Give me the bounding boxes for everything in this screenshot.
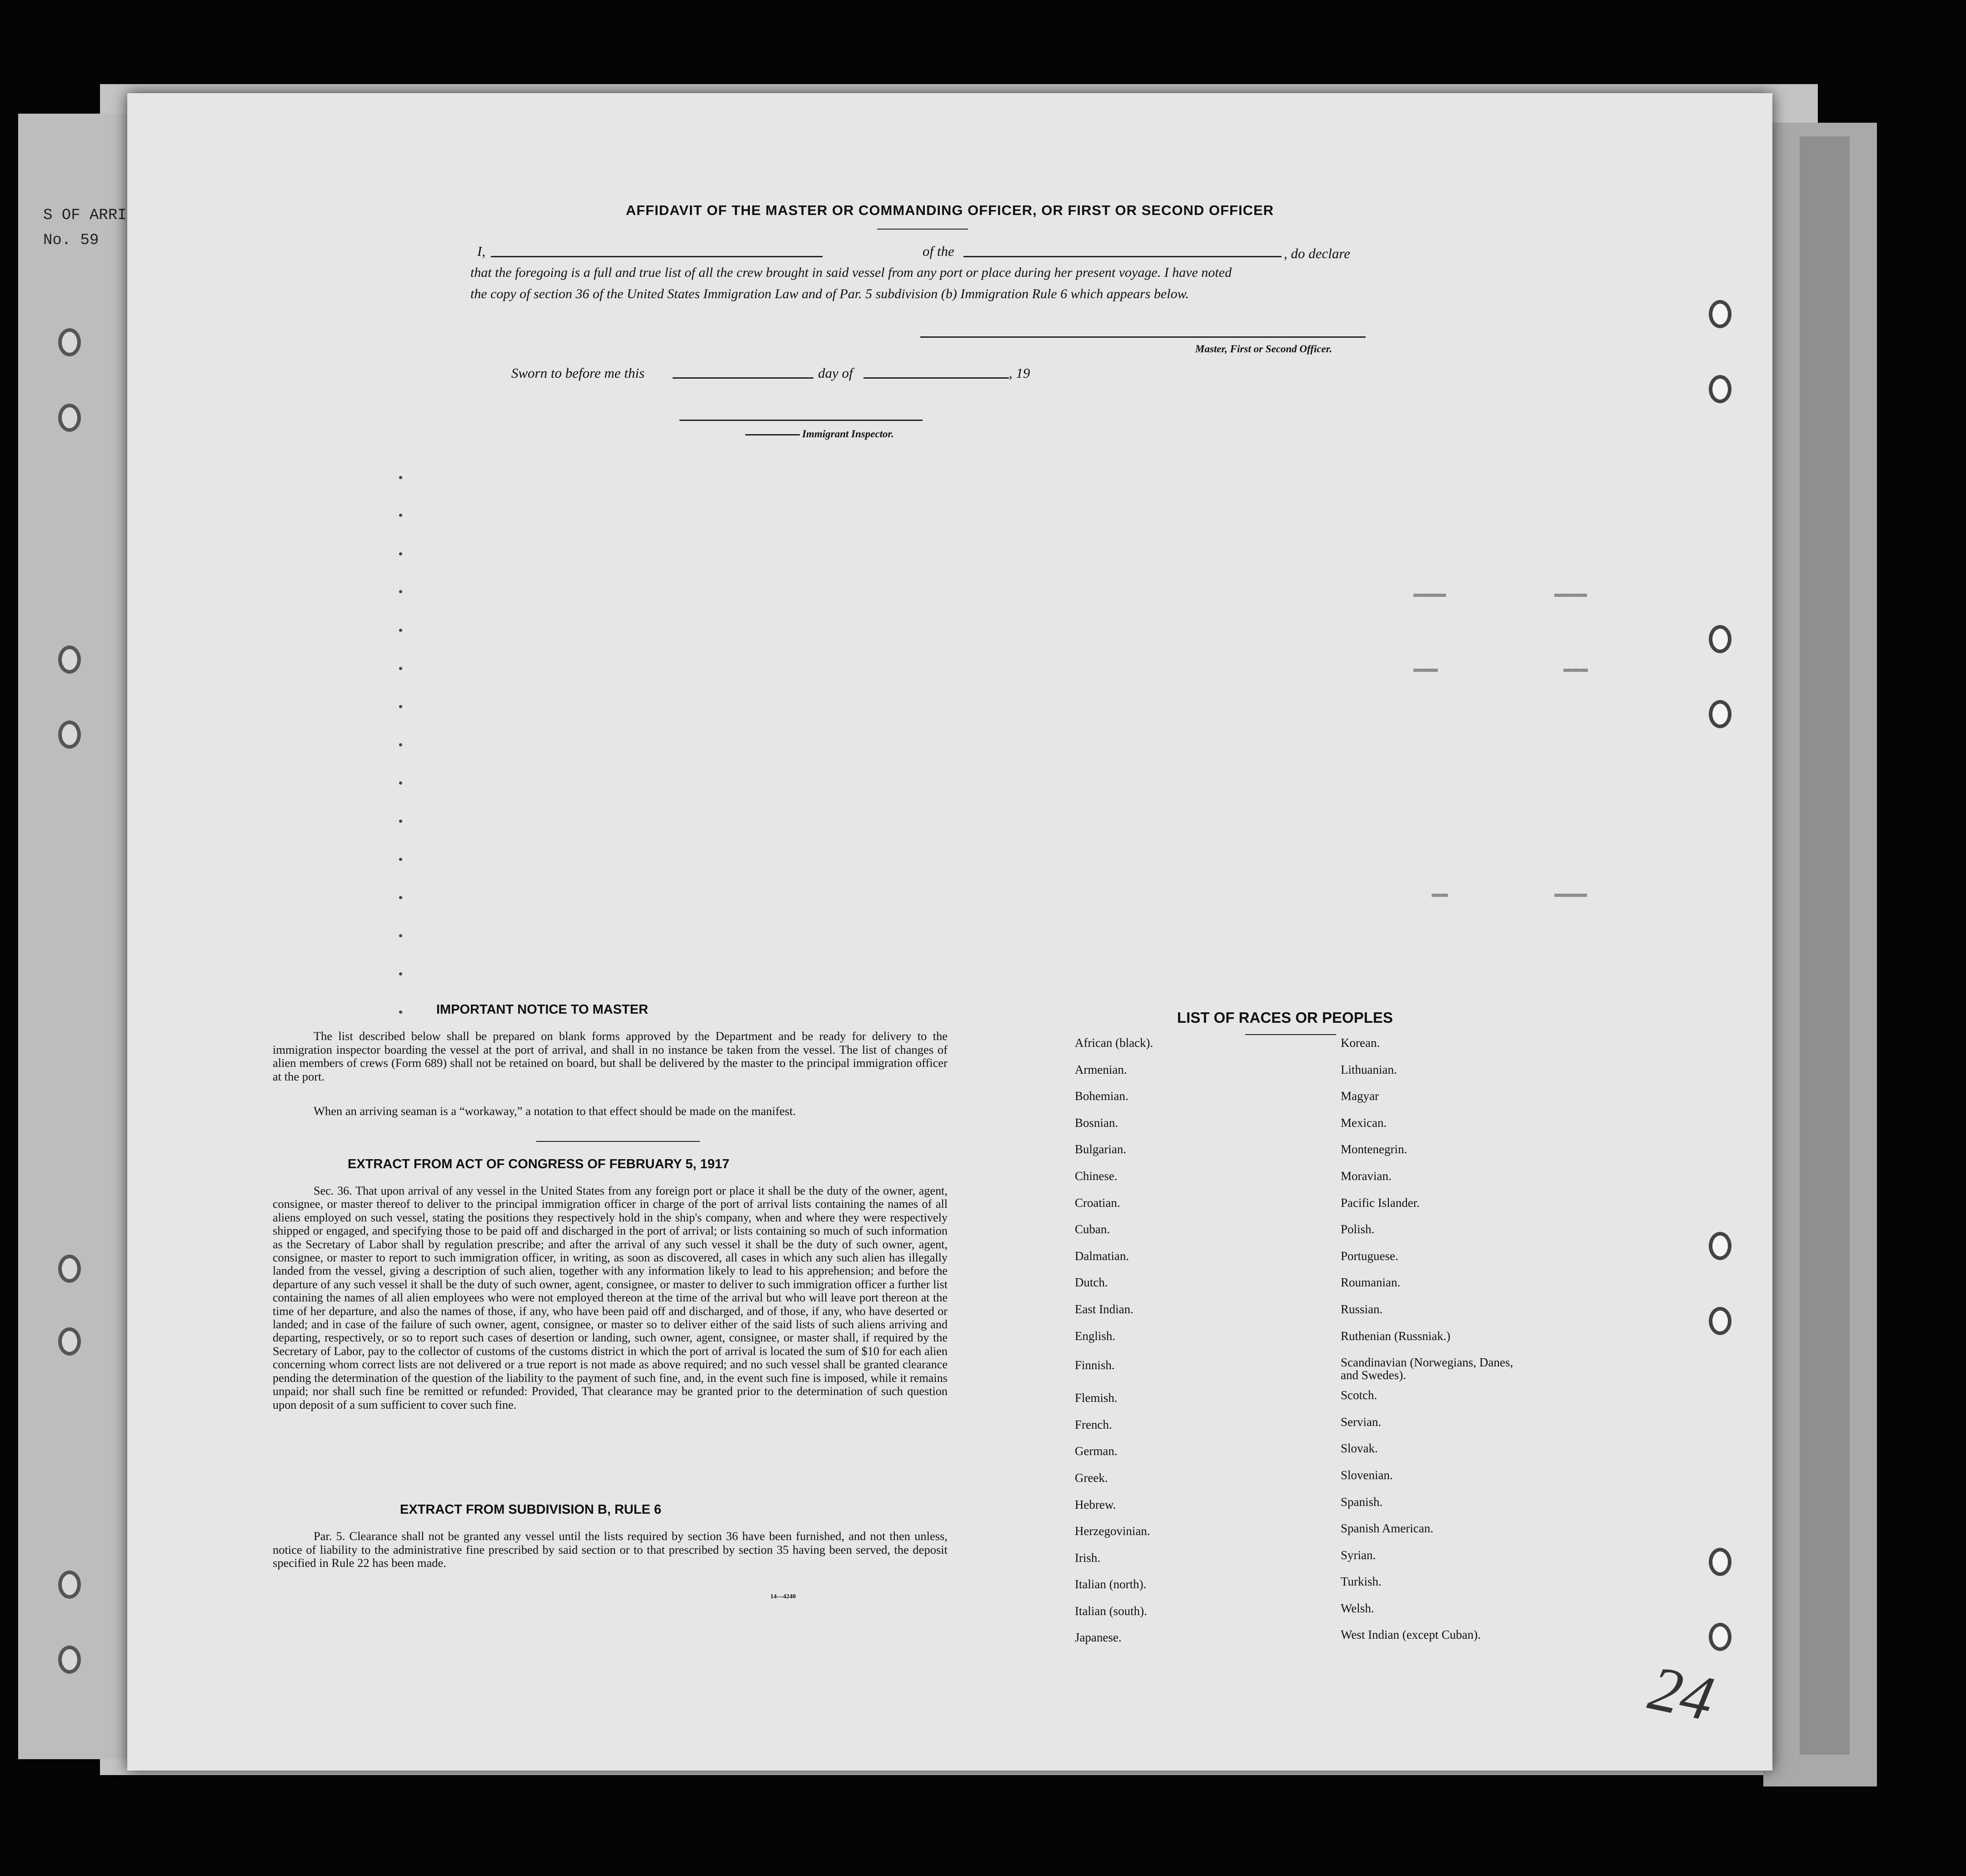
race-item: Flemish. [1075,1391,1118,1405]
race-item: English. [1075,1329,1116,1343]
binder-hole [1709,1623,1731,1651]
race-item: Montenegrin. [1341,1142,1407,1156]
handwritten-page-number: 24 [1643,1652,1720,1735]
binder-hole [1709,700,1731,728]
race-item: Ruthenian (Russniak.) [1341,1329,1451,1343]
races-divider [1245,1034,1336,1035]
race-item: East Indian. [1075,1302,1133,1316]
race-item: Italian (north). [1075,1577,1147,1591]
race-item: French. [1075,1417,1112,1431]
race-item: Hebrew. [1075,1497,1116,1511]
race-item: Japanese. [1075,1631,1122,1645]
binder-hole [1709,375,1731,403]
race-item: West Indian (except Cuban). [1341,1628,1481,1642]
binder-hole [1709,1232,1731,1260]
row-dot [399,858,402,861]
row-dot [399,514,402,517]
races-title: LIST OF RACES OR PEOPLES [1177,1009,1393,1026]
day-of-label: day of [818,365,853,381]
race-item: Moravian. [1341,1169,1392,1183]
race-item: Herzegovinian. [1075,1524,1150,1538]
year-label: , 19 [1009,365,1030,381]
section-36-paragraph [273,1184,948,1411]
races-right-column [1341,1036,1532,1655]
race-item: Slovenian. [1341,1468,1393,1482]
bleed-through-mark: ▬▬▬▬ [1554,886,1587,902]
row-dot [399,629,402,632]
row-dot [399,820,402,823]
race-item: Scandinavian (Norwegians, Danes, and Swedes). [1341,1356,1513,1382]
binder-hole [1709,1548,1731,1576]
race-item: Roumanian. [1341,1276,1401,1290]
row-dot [399,896,402,899]
rule-6-text: Par. 5. Clearance shall not be granted any vessel until the lists required by section 36 have been furnished, and not then unless, notice of liability to the administrative fine prescribed by said section or to that prescribed by section 35 having been served, the deposit specified in Rule 22 has been made. [273,1529,948,1570]
do-declare-label: , do declare [1284,245,1351,261]
row-dot [399,972,402,976]
row-dot [399,1011,402,1014]
row-dot [399,476,402,479]
races-left-column [1075,1036,1153,1658]
race-item: Slovak. [1341,1441,1378,1456]
title-divider [877,229,968,230]
row-dot [399,705,402,708]
race-item: Greek. [1075,1471,1108,1485]
race-item: Mexican. [1341,1116,1387,1130]
race-item: Bosnian. [1075,1116,1118,1130]
binder-hole [58,404,81,432]
binder-hole [1709,300,1731,328]
section-36-text: Sec. 36. That upon arrival of any vessel in the United States from any foreign port or place it shall be the duty of the owner, agent, consignee, or master thereof to deliver to the principal immigration officer in charge of the port of arrival lists containing the names of all aliens employed on such vessel, stating the positions they respectively hold in the ship's company, when and where they were respectively shipped or engaged, and specifying those to be paid off and discharged in the port of arrival; or lists containing so much of such information as the Secretary of Labor shall by regulation prescribe; and after the arrival of any such vessel it shall be the duty of such owner, agent, consignee, or master to report to such immigration officer, in writing, as soon as discovered, all cases in which any such alien has illegally landed from the vessel, giving a description of such alien, together with any information likely to lead to his apprehension; and before the departure of any such vessel it shall be the duty of such owner, agent, consignee, or master to deliver to such immigration officer a further list containing the names of all alien employees who were not employed thereon at the time of the arrival but who will leave port thereon at the time of her departure, and also the names of those, if any, who have been paid off and discharged, and of those, if any, who have deserted or landed; and in case of the failure of such owner, agent, consignee, or master so to deliver either of the said lists of such aliens arriving and departing, respectively, or so to report such cases of desertion or landing, such owner, agent, consignee, or master shall, if required by the Secretary of Labor, pay to the collector of customs of the customs district in which the port of arrival is located the sum of $10 for each alien concerning whom correct lists are not delivered or a true report is not made as above required; and no such vessel shall be granted clearance pending the determination of the question of the liability to the payment of such fine, and, in the event such fine is imposed, while it remains unpaid; nor shall such fine be remitted or refunded: Provided, That clearance may be granted prior to the determination of such question upon deposit of a sum sufficient to cover such fine. [273,1184,948,1411]
race-item: German. [1075,1444,1118,1458]
race-item: Portuguese. [1341,1249,1398,1263]
inspector-signature-line [679,420,923,421]
of-the-label: of the [923,243,954,259]
notice-paragraph-1 [273,1030,948,1083]
binder-hole [1709,625,1731,653]
binder-hole [58,1327,81,1356]
notice-paragraph-2 [273,1105,948,1118]
binder-hole [1709,1307,1731,1335]
race-item: Bohemian. [1075,1089,1128,1103]
race-item: African (black). [1075,1036,1153,1050]
binder-hole [58,1571,81,1599]
bleed-through-mark: ▬▬▬▬ [1554,586,1587,602]
form-code: 14—4240 [770,1593,796,1600]
affidavit-line-2: that the foregoing is a full and true list of all the crew brought in said vessel from any port or place during her present voyage. I have noted [470,265,1232,280]
signature-line [920,336,1366,338]
bleed-through-mark: ▬▬▬ [1413,661,1438,677]
section-divider [536,1141,700,1142]
affidavit-title: AFFIDAVIT OF THE MASTER OR COMMANDING OFFICER, OR FIRST OR SECOND OFFICER [625,202,1274,218]
rule-6-paragraph [273,1530,948,1570]
race-item: Cuban. [1075,1222,1110,1236]
binder-hole [58,1646,81,1674]
race-item: Armenian. [1075,1062,1127,1076]
day-blank-line [673,377,813,379]
edge-strip-text-1: S OF ARRI [43,207,127,224]
race-item: Korean. [1341,1036,1380,1050]
row-dot [399,743,402,746]
race-item: Russian. [1341,1302,1383,1316]
signature-caption: Master, First or Second Officer. [1195,343,1332,355]
race-item: Bulgarian. [1075,1142,1127,1156]
row-dot [399,590,402,593]
notice-paragraph-1-text: The list described below shall be prepared on blank forms approved by the Department and be ready for delivery to the immigration inspector boarding the vessel at the port of arrival, and shall in no instance be taken from the vessel. The list of changes of alien members of crews (Form 689) shall not be retained on board, but shall be delivered by the master to the principal immigration officer at the port. [273,1029,948,1083]
row-dot [399,667,402,670]
binder-hole [58,720,81,749]
underlying-sheet-right-edge [1800,136,1850,1755]
affidavit-line-3: the copy of section 36 of the United States Immigration Law and of Par. 5 subdivision (b) Immigration Rule 6 which appears below. [470,286,1189,301]
manifest-page [127,93,1772,1771]
inspector-caption: Immigrant Inspector. [802,428,894,440]
binder-hole [58,645,81,674]
race-item: Magyar [1341,1089,1379,1103]
i-label: I, [477,243,486,259]
race-item: Polish. [1341,1222,1375,1236]
inspector-caption-line [745,434,800,435]
race-item: Finnish. [1075,1358,1115,1372]
race-item: Syrian. [1341,1548,1376,1562]
row-dot [399,781,402,785]
month-blank-line [863,377,1009,379]
race-item: Italian (south). [1075,1604,1147,1618]
race-item: Dalmatian. [1075,1249,1129,1263]
race-item: Chinese. [1075,1169,1118,1183]
race-item: Spanish American. [1341,1521,1433,1536]
extract-rule-title: EXTRACT FROM SUBDIVISION B, RULE 6 [400,1502,662,1517]
bleed-through-mark: ▬▬▬ [1563,661,1588,677]
binder-hole [58,328,81,356]
edge-strip-text-2: No. 59 [43,232,99,249]
race-item: Lithuanian. [1341,1062,1397,1076]
bleed-through-mark: ▬▬▬▬ [1413,586,1447,602]
extract-act-title: EXTRACT FROM ACT OF CONGRESS OF FEBRUARY 5, 1917 [348,1157,730,1171]
race-item: Pacific Islander. [1341,1196,1420,1210]
race-item: Spanish. [1341,1495,1383,1509]
name-blank-line [491,256,823,257]
underlying-sheet-left [18,114,136,1759]
race-item: Croatian. [1075,1196,1120,1210]
sworn-label: Sworn to before me this [511,365,645,381]
row-dot [399,934,402,937]
race-item: Dutch. [1075,1276,1108,1290]
notice-title: IMPORTANT NOTICE TO MASTER [436,1002,649,1017]
race-item: Irish. [1075,1551,1101,1565]
vessel-blank-line [963,256,1282,257]
race-item: Scotch. [1341,1388,1377,1402]
race-item: Servian. [1341,1415,1382,1429]
race-item: Turkish. [1341,1575,1382,1589]
bleed-through-mark: ▬▬ [1432,886,1448,902]
notice-paragraph-2-text: When an arriving seaman is a “workaway,” a notation to that effect should be made on the manifest. [314,1104,796,1118]
binder-hole [58,1255,81,1283]
race-item: Welsh. [1341,1601,1374,1615]
row-dot [399,552,402,555]
